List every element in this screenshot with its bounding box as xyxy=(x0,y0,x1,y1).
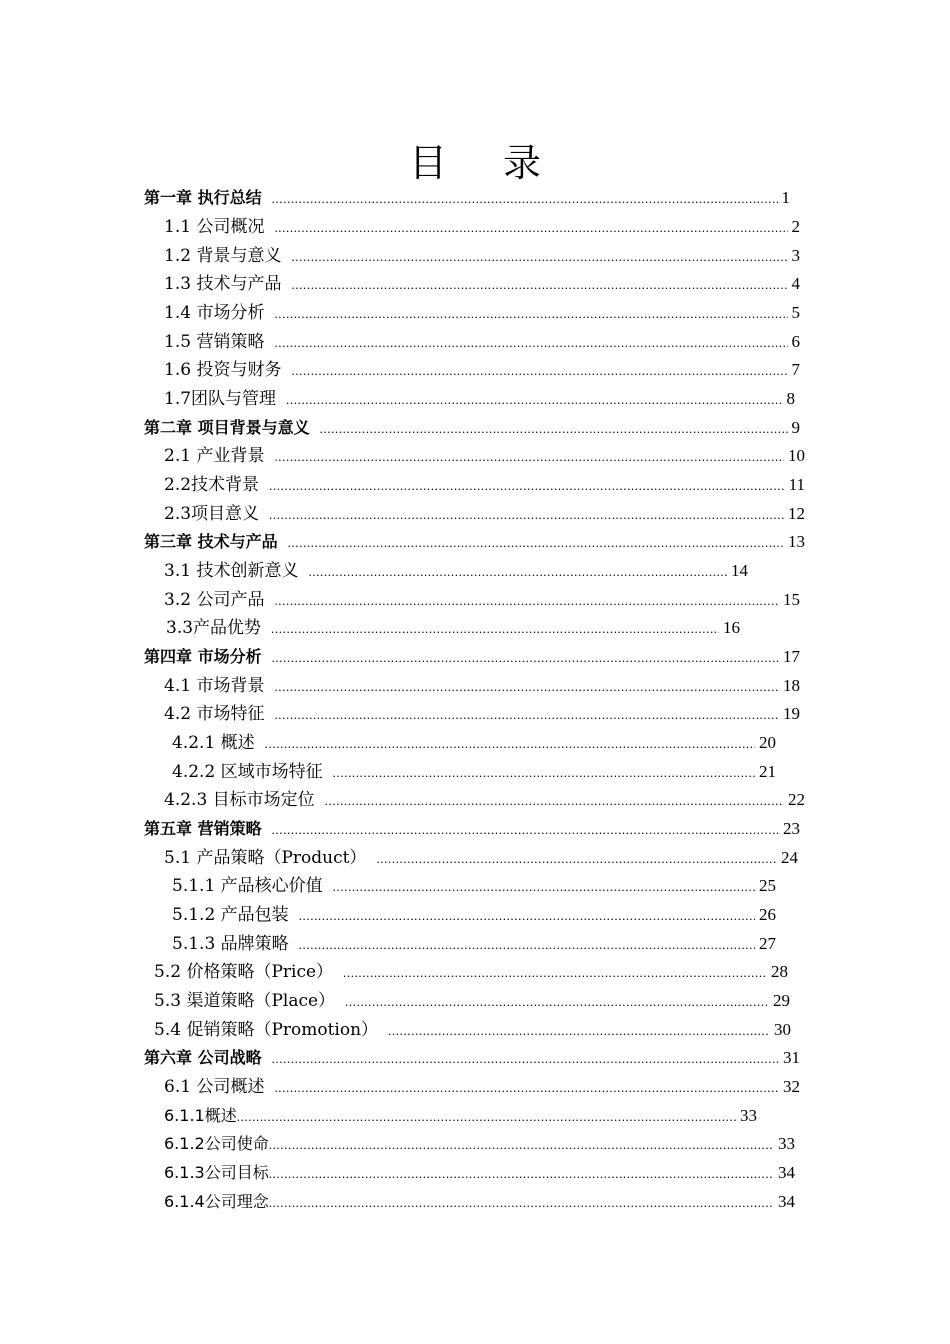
dot-leader xyxy=(274,300,787,328)
toc-entry-page: 3 xyxy=(791,246,800,265)
dot-leader xyxy=(345,988,769,1016)
toc-entry-page: 1 xyxy=(781,188,790,207)
toc-entry-label: 1.2 背景与意义 xyxy=(164,246,282,266)
toc-entry-label: 6.1.4公司理念 xyxy=(164,1192,269,1211)
toc-entry-page: 12 xyxy=(788,504,805,523)
dot-leader xyxy=(272,185,778,213)
toc-entry-label: 5.1 产品策略（Product） xyxy=(164,848,367,868)
toc-entry-page: 23 xyxy=(783,819,800,838)
dot-leader xyxy=(269,501,784,529)
toc-entry[interactable] xyxy=(164,672,800,700)
toc-entry-label: 1.1 公司概况 xyxy=(164,217,265,237)
dot-leader xyxy=(274,587,779,615)
toc-entry-page: 32 xyxy=(783,1077,800,1096)
toc-entry-page: 2 xyxy=(791,217,800,236)
toc-entry-page: 28 xyxy=(771,962,788,981)
toc-entry[interactable] xyxy=(172,758,776,786)
toc-entry-page: 9 xyxy=(791,418,800,437)
toc-entry-label: 4.2.1 概述 xyxy=(172,733,255,753)
toc-entry-page: 4 xyxy=(791,274,800,293)
dot-leader xyxy=(320,415,788,443)
dot-leader xyxy=(265,730,755,758)
dot-leader xyxy=(269,1189,774,1217)
toc-entry[interactable] xyxy=(164,471,805,499)
dot-leader xyxy=(291,243,787,271)
toc-title: 目 录 xyxy=(408,141,564,185)
toc-entry[interactable] xyxy=(164,586,800,614)
toc-entry-label: 5.4 促销策略（Promotion） xyxy=(154,1020,379,1040)
dot-leader xyxy=(376,845,777,873)
toc-entry[interactable] xyxy=(164,1073,800,1101)
dot-leader xyxy=(286,386,782,414)
toc-entry-page: 30 xyxy=(774,1020,791,1039)
toc-entry[interactable] xyxy=(144,643,800,671)
toc-entry[interactable] xyxy=(164,500,805,528)
toc-entry-page: 10 xyxy=(788,446,805,465)
dot-leader xyxy=(272,816,779,844)
toc-entry-label: 第二章 项目背景与意义 xyxy=(144,418,310,437)
toc-entry-page: 11 xyxy=(788,475,805,494)
dot-leader xyxy=(274,673,779,701)
dot-leader xyxy=(269,1160,774,1188)
toc-entry-page: 13 xyxy=(788,532,805,551)
toc-entry-label: 4.2 市场特征 xyxy=(164,704,265,724)
dot-leader xyxy=(274,443,784,471)
toc-entry-page: 25 xyxy=(759,876,776,895)
dot-leader xyxy=(333,759,755,787)
dot-leader xyxy=(271,615,719,643)
toc-entry[interactable] xyxy=(164,328,800,356)
toc-entry-label: 5.1.3 品牌策略 xyxy=(172,934,289,954)
dot-leader xyxy=(272,1045,779,1073)
toc-entry-label: 4.2.2 区域市场特征 xyxy=(172,762,323,782)
toc-entry[interactable] xyxy=(164,356,800,384)
toc-entry-label: 第五章 营销策略 xyxy=(144,819,262,838)
toc-entry-page: 20 xyxy=(759,733,776,752)
toc-entry[interactable] xyxy=(164,1130,795,1158)
dot-leader xyxy=(308,558,727,586)
toc-entry-label: 6.1.1概述 xyxy=(164,1106,237,1125)
toc-entry-page: 33 xyxy=(740,1106,757,1125)
toc-entry-page: 5 xyxy=(791,303,800,322)
dot-leader xyxy=(299,931,755,959)
toc-entry-label: 1.6 投资与财务 xyxy=(164,360,282,380)
toc-entry-page: 22 xyxy=(788,790,805,809)
toc-entry-label: 第一章 执行总结 xyxy=(144,188,262,207)
toc-entry[interactable] xyxy=(164,242,800,270)
toc-entry-page: 29 xyxy=(773,991,790,1010)
dot-leader xyxy=(288,529,784,557)
toc-entry-page: 8 xyxy=(786,389,795,408)
toc-entry[interactable] xyxy=(154,987,790,1015)
toc-entry-page: 7 xyxy=(791,360,800,379)
toc-entry-page: 19 xyxy=(783,704,800,723)
dot-leader xyxy=(291,357,787,385)
dot-leader xyxy=(325,787,784,815)
toc-entry[interactable] xyxy=(164,557,748,585)
toc-entry[interactable] xyxy=(172,872,776,900)
toc-entry-label: 1.7团队与管理 xyxy=(164,389,277,409)
toc-entry-page: 21 xyxy=(759,762,776,781)
toc-entry-label: 第三章 技术与产品 xyxy=(144,532,278,551)
dot-leader xyxy=(272,644,779,672)
dot-leader xyxy=(388,1017,770,1045)
toc-entry-label: 4.2.3 目标市场定位 xyxy=(164,790,315,810)
toc-entry[interactable] xyxy=(164,1102,757,1130)
toc-entry-label: 4.1 市场背景 xyxy=(164,676,265,696)
dot-leader xyxy=(333,873,755,901)
toc-entry-label: 3.2 公司产品 xyxy=(164,590,265,610)
toc-entry-label: 3.1 技术创新意义 xyxy=(164,561,299,581)
toc-entry-label: 5.1.1 产品核心价值 xyxy=(172,876,323,896)
toc-entry-label: 3.3产品优势 xyxy=(166,618,262,638)
toc-entry-page: 18 xyxy=(783,676,800,695)
toc-entry-label: 第六章 公司战略 xyxy=(144,1048,262,1067)
toc-entry-label: 5.2 价格策略（Price） xyxy=(154,962,334,982)
dot-leader xyxy=(291,271,787,299)
toc-entry[interactable] xyxy=(164,299,800,327)
toc-entry[interactable] xyxy=(164,442,805,470)
toc-entry-label: 2.3项目意义 xyxy=(164,504,260,524)
toc-entry-page: 33 xyxy=(778,1134,795,1153)
toc-entry-label: 6.1.3公司目标 xyxy=(164,1163,269,1182)
toc-entry[interactable] xyxy=(144,1044,800,1072)
toc-entry[interactable] xyxy=(166,614,740,642)
dot-leader xyxy=(269,1131,774,1159)
toc-entry-page: 34 xyxy=(778,1192,795,1211)
toc-entry[interactable] xyxy=(164,700,800,728)
toc-entry[interactable] xyxy=(164,786,805,814)
toc-entry-label: 2.2技术背景 xyxy=(164,475,260,495)
dot-leader xyxy=(237,1103,736,1131)
toc-entry[interactable] xyxy=(164,1188,795,1216)
toc-entry[interactable] xyxy=(172,729,776,757)
toc-entry-page: 26 xyxy=(759,905,776,924)
dot-leader xyxy=(343,959,767,987)
toc-entry-label: 第四章 市场分析 xyxy=(144,647,262,666)
dot-leader xyxy=(274,329,787,357)
toc-entry-page: 14 xyxy=(731,561,748,580)
toc-entry[interactable] xyxy=(164,270,800,298)
toc-entry-label: 5.1.2 产品包装 xyxy=(172,905,289,925)
toc-entry[interactable] xyxy=(144,414,800,442)
toc-entry[interactable] xyxy=(172,901,776,929)
toc-entry-label: 1.4 市场分析 xyxy=(164,303,265,323)
toc-entry[interactable] xyxy=(154,958,788,986)
toc-entry[interactable] xyxy=(172,930,776,958)
toc-entry-page: 17 xyxy=(783,647,800,666)
dot-leader xyxy=(269,472,785,500)
dot-leader xyxy=(299,902,755,930)
toc-entry-label: 6.1.2公司使命 xyxy=(164,1134,269,1153)
toc-entry-page: 15 xyxy=(783,590,800,609)
dot-leader xyxy=(274,1074,779,1102)
toc-entry[interactable] xyxy=(144,528,805,556)
toc-entry-label: 1.5 营销策略 xyxy=(164,332,265,352)
dot-leader xyxy=(274,214,787,242)
toc-entry-page: 24 xyxy=(781,848,798,867)
toc-entry-page: 27 xyxy=(759,934,776,953)
toc-entry-page: 16 xyxy=(723,618,740,637)
toc-entry-page: 34 xyxy=(778,1163,795,1182)
toc-entry-page: 31 xyxy=(783,1048,800,1067)
toc-entry-page: 6 xyxy=(791,332,800,351)
toc-entry[interactable] xyxy=(164,844,798,872)
toc-entry[interactable] xyxy=(164,385,795,413)
toc-entry[interactable] xyxy=(154,1016,791,1044)
dot-leader xyxy=(274,701,779,729)
toc-entry[interactable] xyxy=(144,815,800,843)
toc-entry-label: 5.3 渠道策略（Place） xyxy=(154,991,336,1011)
toc-entry[interactable] xyxy=(144,184,790,212)
toc-entry-label: 2.1 产业背景 xyxy=(164,446,265,466)
toc-entry-label: 1.3 技术与产品 xyxy=(164,274,282,294)
toc-entry[interactable] xyxy=(164,213,800,241)
toc-entry-label: 6.1 公司概述 xyxy=(164,1077,265,1097)
toc-entry[interactable] xyxy=(164,1159,795,1187)
